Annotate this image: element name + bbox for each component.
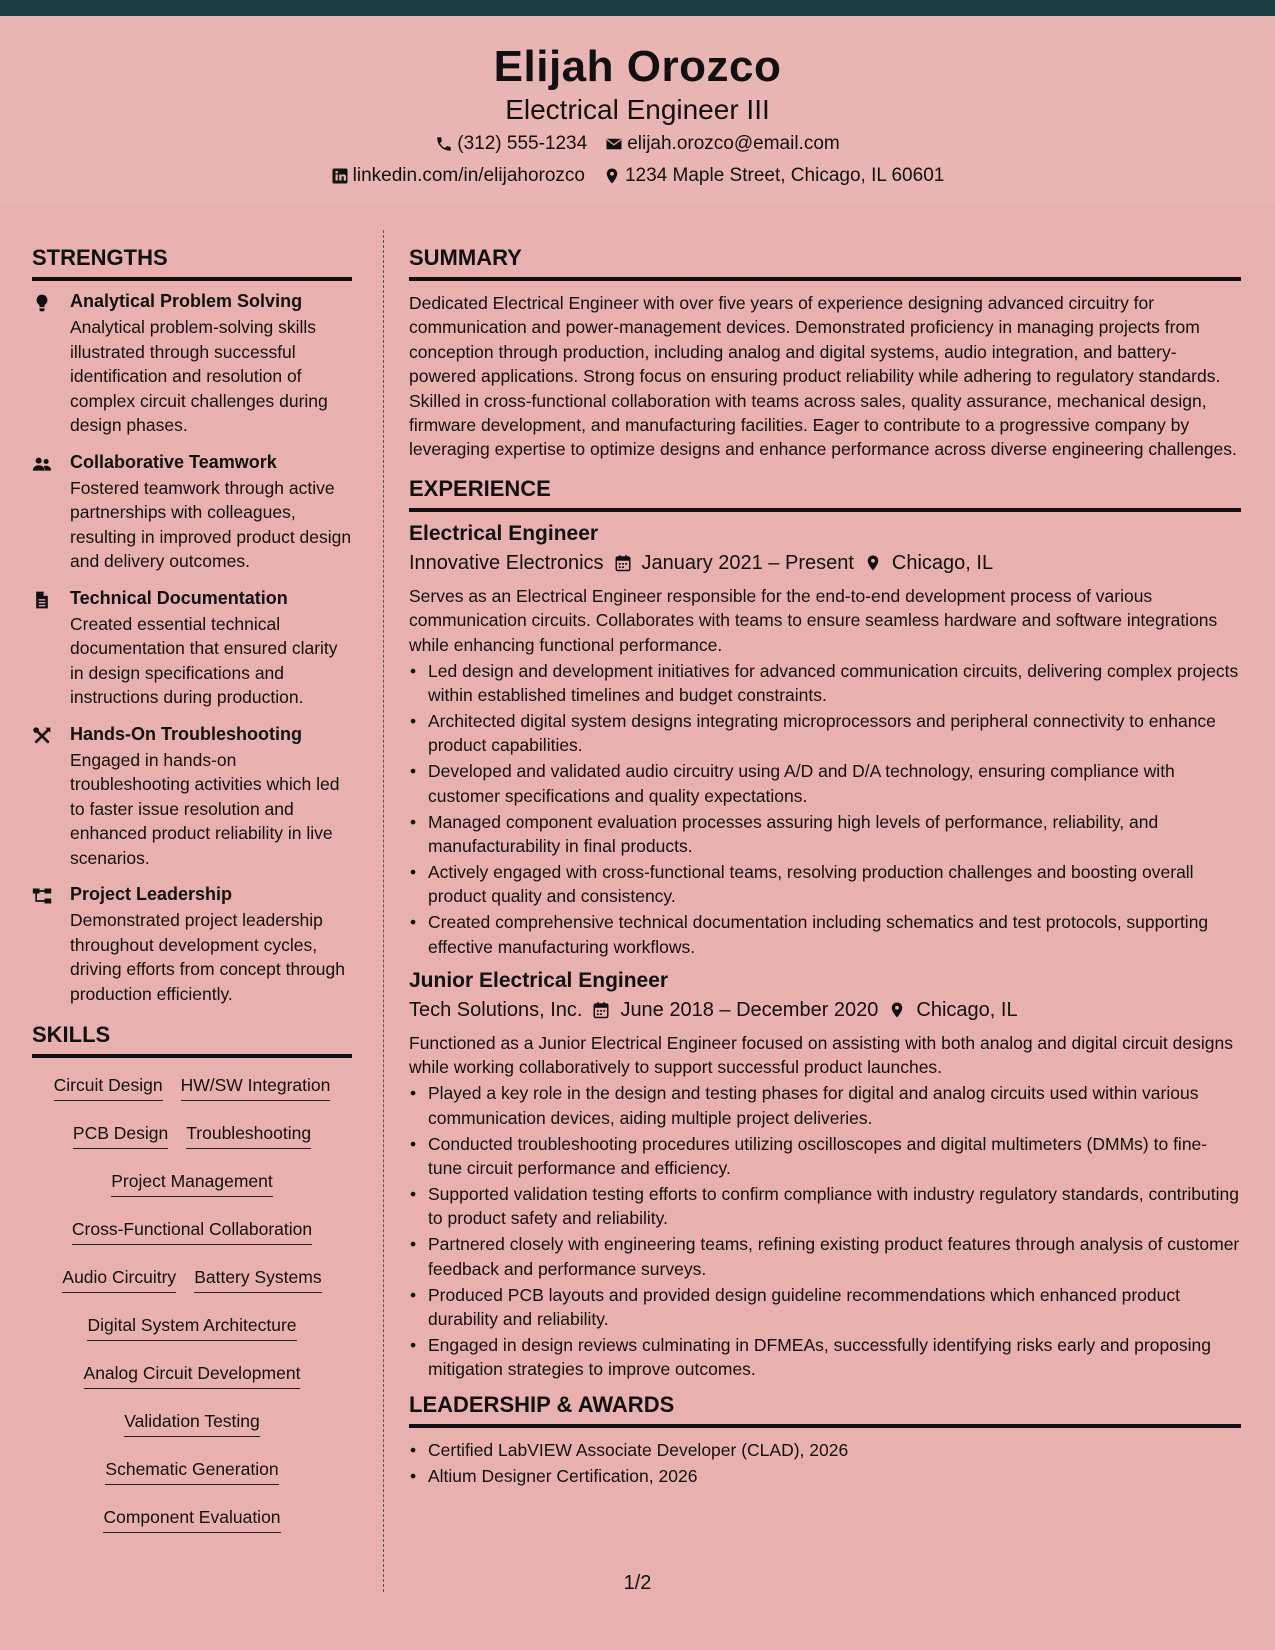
skill-tag: Digital System Architecture xyxy=(87,1308,296,1341)
skill-tag: HW/SW Integration xyxy=(181,1068,331,1101)
strength-title: Collaborative Teamwork xyxy=(70,451,277,472)
candidate-name: Elijah Orozco xyxy=(493,42,782,91)
list-item: • Led design and development initiatives for advanced communication circuits, delivering complex projects within established timelines and budget constraints. xyxy=(409,659,1241,708)
strength-desc: Engaged in hands-on troubleshooting activities which led to faster issue resolution and enhanced product reliability in live scenarios. xyxy=(70,749,340,868)
strength-item xyxy=(32,724,352,871)
job-bullets xyxy=(409,1081,1241,1381)
job-dates: January 2021 – Present xyxy=(641,551,854,574)
sitemap-icon xyxy=(32,886,52,906)
skill-tag: Battery Systems xyxy=(194,1260,321,1293)
strength-item xyxy=(32,588,352,710)
address-text: 1234 Maple Street, Chicago, IL 60601 xyxy=(624,165,945,186)
skill-tag: PCB Design xyxy=(73,1116,168,1149)
list-item: • Conducted troubleshooting procedures utilizing oscilloscopes and digital multimeters (DMMs) to fine-tune circuit performance and efficiency. xyxy=(409,1132,1241,1181)
strength-desc: Fostered teamwork through active partnerships with colleagues, resulting in improved product design and delivery outcomes. xyxy=(70,477,352,571)
map-pin-icon xyxy=(864,554,882,572)
skill-tag: Validation Testing xyxy=(124,1404,260,1437)
skill-tag: Cross-Functional Collaboration xyxy=(72,1212,312,1245)
list-item: • Developed and validated audio circuitry using A/D and D/A technology, ensuring compliance with customer specifications and quality expectations. xyxy=(409,759,1241,808)
list-item: • Certified LabVIEW Associate Developer (CLAD), 2026 xyxy=(409,1438,1241,1462)
strength-title: Analytical Problem Solving xyxy=(70,291,303,311)
email-contact xyxy=(605,133,840,155)
strength-item xyxy=(32,291,352,438)
phone-text: (312) 555-1234 xyxy=(457,133,588,154)
job-company: Innovative Electronics xyxy=(409,551,604,574)
job-entry xyxy=(409,522,1241,959)
summary-heading: SUMMARY xyxy=(409,245,1241,281)
skill-tag: Audio Circuitry xyxy=(62,1260,176,1293)
job-company: Tech Solutions, Inc. xyxy=(409,998,583,1021)
strength-title: Hands-On Troubleshooting xyxy=(70,723,302,744)
job-location: Chicago, IL xyxy=(916,998,1018,1021)
job-title: Junior Electrical Engineer xyxy=(409,968,669,992)
list-item: • Partnered closely with engineering teams, refining existing product features through analysis of customer feedback and performance surveys. xyxy=(409,1232,1241,1281)
skill-tag: Troubleshooting xyxy=(186,1116,311,1149)
map-pin-icon xyxy=(888,1001,906,1019)
address-contact xyxy=(603,165,944,187)
list-item: • Created comprehensive technical documentation including schematics and test protocols, supporting effective manufacturing workflows. xyxy=(409,910,1241,959)
skills-list xyxy=(32,1068,352,1548)
strength-desc: Demonstrated project leadership throughout development cycles, driving efforts from concept through production efficiently. xyxy=(70,910,345,1004)
skill-tag: Circuit Design xyxy=(54,1068,163,1101)
job-bullets xyxy=(409,659,1241,959)
strength-desc: Analytical problem-solving skills illustrated through successful identification and resolution of complex circuit challenges during design phases. xyxy=(70,317,328,435)
job-title: Electrical Engineer xyxy=(409,521,599,545)
skill-tag: Project Management xyxy=(111,1164,272,1197)
skills-heading: SKILLS xyxy=(32,1022,352,1058)
list-item: • Engaged in design reviews culminating in DFMEAs, successfully identifying risks early and proposing mitigation strategies to improve outcomes. xyxy=(409,1333,1241,1382)
job-description: Serves as an Electrical Engineer responsible for the end-to-end development process of various communication circuits. Collaborates with teams to ensure seamless hardware and software integrations while enhancing functional performance. xyxy=(409,585,1218,655)
users-icon xyxy=(32,454,52,474)
tools-icon xyxy=(32,726,52,746)
strength-item xyxy=(32,884,352,1006)
job-location: Chicago, IL xyxy=(891,551,994,574)
calendar-icon xyxy=(614,554,632,572)
summary-text: Dedicated Electrical Engineer with over five years of experience designing advanced circuitry for communication and power-management devices. Demonstrated proficiency in managing projects from conception through production, including analog and digital systems, audio integration, and battery-powered applications. Strong focus on ensuring product reliability while adhering to regulatory standards. Skilled in cross-functional collaboration with teams across sales, quality assurance, mechanical design, firmware development, and manufacturing facilities. Eager to contribute to a progressive company by leveraging expertise to optimize designs and enhance performance across diverse engineering challenges. xyxy=(409,293,1237,460)
strength-title: Project Leadership xyxy=(70,884,233,904)
page-number: 1/2 xyxy=(623,1572,652,1594)
linkedin-text: linkedin.com/in/elijahorozco xyxy=(352,165,585,186)
map-pin-icon xyxy=(603,167,621,185)
candidate-title: Electrical Engineer III xyxy=(505,94,770,125)
strength-desc: Created essential technical documentation that ensured clarity in design specifications and instructions during production. xyxy=(70,613,338,707)
top-accent-bar xyxy=(0,0,1275,16)
job-description: Functioned as a Junior Electrical Engineer focused on assisting with both analog and digital circuit designs while working collaboratively to support successful product launches. xyxy=(409,1032,1233,1078)
linkedin-contact xyxy=(331,165,585,187)
left-column xyxy=(32,245,352,1548)
list-item: • Altium Designer Certification, 2026 xyxy=(409,1464,1241,1488)
job-meta xyxy=(409,552,1241,575)
resume-header xyxy=(0,16,1275,204)
skill-tag: Analog Circuit Development xyxy=(84,1356,301,1389)
list-item: • Actively engaged with cross-functional teams, resolving production challenges and boosting overall product quality and consistency. xyxy=(409,860,1241,909)
linkedin-icon xyxy=(331,167,349,185)
email-text: elijah.orozco@email.com xyxy=(627,133,840,154)
experience-heading: EXPERIENCE xyxy=(409,476,1241,512)
phone-icon xyxy=(435,135,453,153)
list-item: • Played a key role in the design and testing phases for digital and analog circuits used within various communication devices, aiding multiple project deliveries. xyxy=(409,1081,1241,1130)
skill-tag: Component Evaluation xyxy=(103,1500,280,1533)
awards-heading: LEADERSHIP & AWARDS xyxy=(409,1392,1241,1428)
job-entry xyxy=(409,969,1241,1382)
document-icon xyxy=(32,590,52,610)
list-item: • Architected digital system designs integrating microprocessors and peripheral connectivity to enhance product capabilities. xyxy=(409,709,1241,758)
phone-contact xyxy=(435,133,587,155)
list-item: • Managed component evaluation processes assuring high levels of performance, reliability, and manufacturability in final products. xyxy=(409,810,1241,859)
skill-tag: Schematic Generation xyxy=(105,1452,278,1485)
list-item: • Supported validation testing efforts to confirm compliance with industry regulatory standards, contributing to product safety and reliability. xyxy=(409,1182,1241,1231)
job-meta xyxy=(409,999,1241,1022)
awards-list xyxy=(409,1438,1241,1488)
lightbulb-icon xyxy=(32,293,52,313)
list-item: • Produced PCB layouts and provided design guideline recommendations which enhanced product durability and reliability. xyxy=(409,1283,1241,1332)
job-dates: June 2018 – December 2020 xyxy=(620,998,879,1021)
column-divider xyxy=(383,230,384,1592)
strength-item xyxy=(32,452,352,574)
strengths-heading: STRENGTHS xyxy=(32,245,352,281)
envelope-icon xyxy=(605,135,623,153)
calendar-icon xyxy=(592,1001,610,1019)
right-column xyxy=(409,245,1241,1498)
contact-row-2 xyxy=(0,165,1275,187)
strength-title: Technical Documentation xyxy=(70,587,288,608)
contact-row-1 xyxy=(0,133,1275,155)
